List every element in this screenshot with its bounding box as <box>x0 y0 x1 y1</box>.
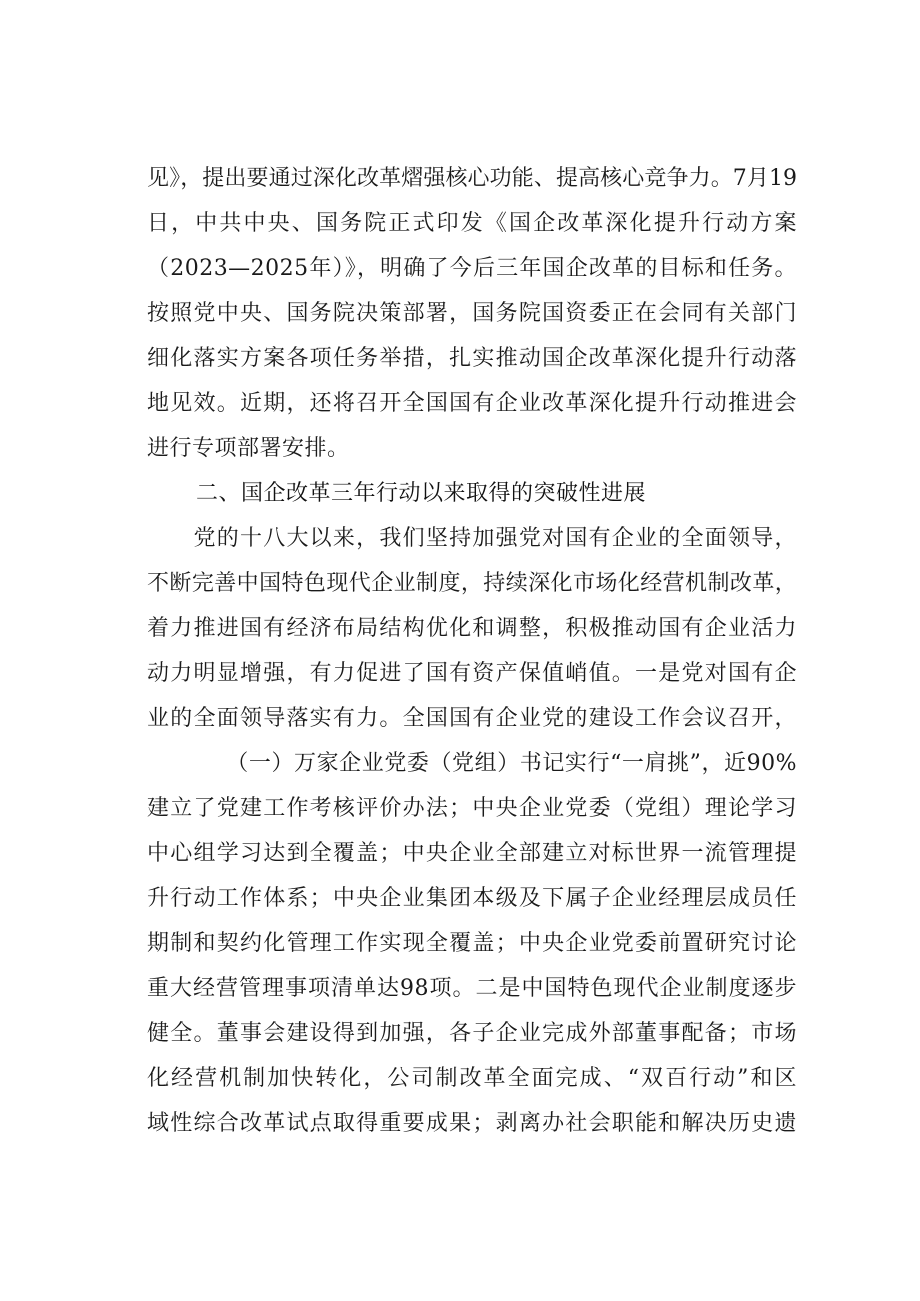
text-line: 党的十八大以来，我们坚持加强党对国有企业的全面领导， <box>147 526 797 551</box>
text-line: 着力推进国有经济布局结构优化和调整，积极推动国有企业活力 <box>147 616 797 641</box>
text-line: （一）万家企业党委（党组）书记实行“一肩挑”，近90% <box>147 751 797 776</box>
text-line: 健全。董事会建设得到加强，各子企业完成外部董事配备；市场 <box>147 1021 797 1046</box>
text-line: 重大经营管理事项清单达98项。二是中国特色现代企业制度逐步 <box>147 976 797 1001</box>
text-line: 细化落实方案各项任务举措，扎实推动国企改革深化提升行动落 <box>147 346 797 371</box>
text-line: 升行动工作体系；中央企业集团本级及下属子企业经理层成员任 <box>147 886 797 911</box>
text-line: 按照党中央、国务院决策部署，国务院国资委正在会同有关部门 <box>147 301 797 326</box>
text-line: 期制和契约化管理工作实现全覆盖；中央企业党委前置研究讨论 <box>147 931 797 956</box>
text-line: 不断完善中国特色现代企业制度，持续深化市场化经营机制改革， <box>147 571 797 596</box>
text-line: 地见效。近期，还将召开全国国有企业改革深化提升行动推进会 <box>147 391 797 416</box>
text-line: （2023—2025年）》，明确了今后三年国企改革的目标和任务。 <box>147 256 797 281</box>
text-line: 业的全面领导落实有力。全国国有企业党的建设工作会议召开， <box>147 706 797 731</box>
text-line: 进行专项部署安排。 <box>147 436 350 461</box>
text-line: 建立了党建工作考核评价办法；中央企业党委（党组）理论学习 <box>147 796 797 821</box>
text-line: 域性综合改革试点取得重要成果；剥离办社会职能和解决历史遗 <box>147 1111 797 1136</box>
text-line: 日，中共中央、国务院正式印发《国企改革深化提升行动方案 <box>147 211 797 236</box>
document-body <box>147 156 797 1146</box>
text-line: 化经营机制加快转化，公司制改革全面完成、“双百行动”和区 <box>147 1066 797 1091</box>
text-line: 中心组学习达到全覆盖；中央企业全部建立对标世界一流管理提 <box>147 841 797 866</box>
text-line: 动力明显增强，有力促进了国有资产保值峭值。一是党对国有企 <box>147 661 797 686</box>
text-line: 见》，提出要通过深化改革熠强核心功能、提高核心竞争力。7月19 <box>147 166 797 191</box>
section-heading: 二、国企改革三年行动以来取得的突破性进展 <box>196 481 647 506</box>
